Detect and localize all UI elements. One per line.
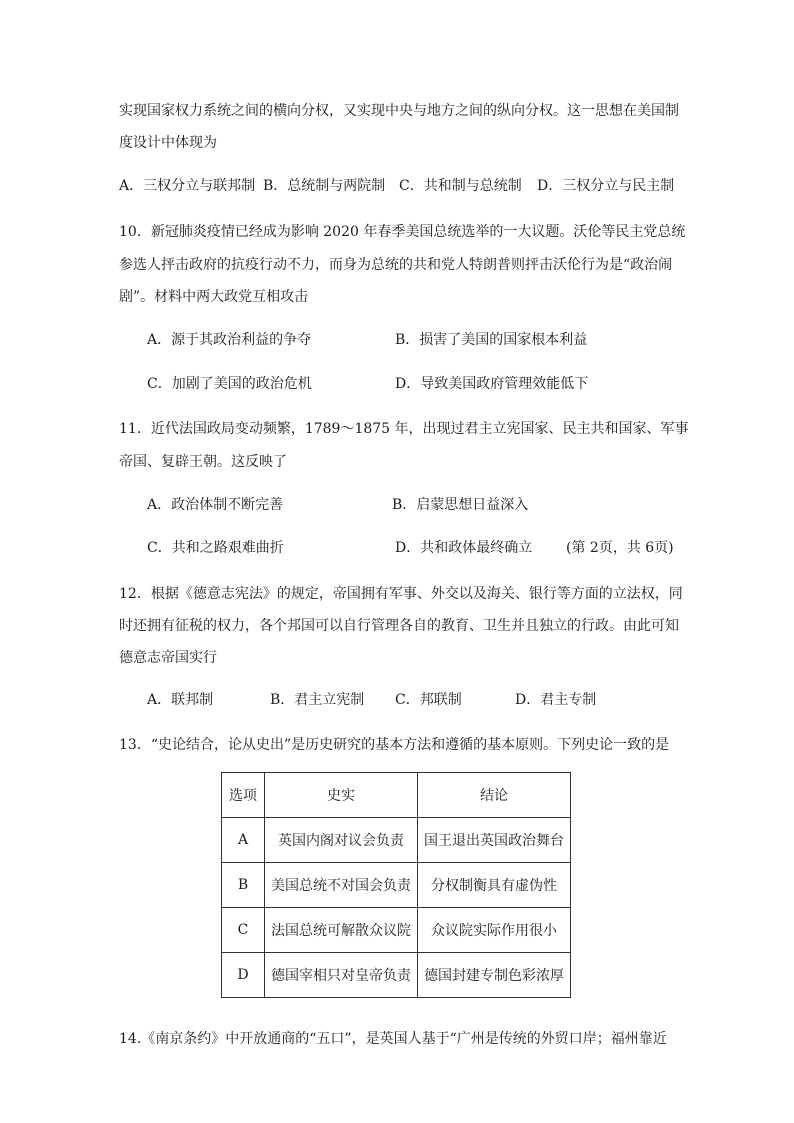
q9-option-c: C．共和制与总统制: [399, 178, 522, 194]
history-table: [221, 772, 571, 998]
table-row: [222, 908, 571, 953]
table-cell-option: D: [222, 953, 265, 998]
q11-stem-line2: 帝国、复辟王朝。这反映了: [119, 454, 287, 470]
table-header-option: 选项: [222, 773, 265, 818]
table-cell-fact: 美国总统不对国会负责: [265, 863, 418, 908]
q12-option-d: D．君主专制: [515, 692, 597, 708]
q9-option-b: B．总统制与两院制: [263, 178, 386, 194]
q14-stem-line1: 14.《南京条约》中开放通商的“五口”，是英国人基于“广州是传统的外贸口岸；福州靠近: [119, 1031, 667, 1047]
q10-option-d: D．导致美国政府管理效能低下: [395, 376, 589, 392]
q10-option-c: C．加剧了美国的政治危机: [147, 376, 312, 392]
q10-option-a: A．源于其政治利益的争夺: [147, 332, 312, 348]
q12-option-b: B．君主立宪制: [270, 692, 365, 708]
q9-stem-line1: 实现国家权力系统之间的横向分权，又实现中央与地方之间的纵向分权。这一思想在美国制: [119, 103, 679, 119]
table-cell-conclusion: 国王退出英国政治舞台: [418, 818, 571, 863]
q11-option-c: C．共和之路艰难曲折: [147, 540, 284, 556]
q13-stem: 13．“史论结合，论从史出”是历史研究的基本方法和遵循的基本原则。下列史论一致的是: [119, 737, 670, 753]
q11-stem-line1: 11．近代法国政局变动频繁，1789～1875 年，出现过君主立宪国家、民主共和国家、军事: [119, 421, 689, 437]
q11-option-a: A．政治体制不断完善: [147, 497, 284, 513]
table-header-fact: 史实: [265, 773, 418, 818]
table-cell-fact: 英国内阁对议会负责: [265, 818, 418, 863]
table-row: [222, 953, 571, 998]
q11-option-b: B．启蒙思想日益深入: [392, 497, 529, 513]
table-header-conclusion: 结论: [418, 773, 571, 818]
q12-option-c: C．邦联制: [395, 692, 462, 708]
q10-option-b: B．损害了美国的国家根本利益: [395, 332, 588, 348]
table-cell-option: B: [222, 863, 265, 908]
table-cell-conclusion: 众议院实际作用很小: [418, 908, 571, 953]
table-header-row: [222, 773, 571, 818]
q12-option-a: A．联邦制: [147, 692, 214, 708]
q12-stem-line1: 12．根据《德意志宪法》的规定，帝国拥有军事、外交以及海关、银行等方面的立法权，同: [119, 586, 683, 602]
q9-option-a: A．三权分立与联邦制: [119, 178, 256, 194]
q12-stem-line3: 德意志帝国实行: [119, 650, 217, 666]
table-cell-conclusion: 德国封建专制色彩浓厚: [418, 953, 571, 998]
page-number-note: (第 2页，共 6页): [566, 540, 674, 556]
q12-stem-line2: 时还拥有征税的权力，各个邦国可以自行管理各自的教育、卫生并且独立的行政。由此可知: [119, 618, 679, 634]
table-cell-fact: 法国总统可解散众议院: [265, 908, 418, 953]
table-row: [222, 863, 571, 908]
table-cell-option: C: [222, 908, 265, 953]
q10-stem-line2: 参选人抨击政府的抗疫行动不力，而身为总统的共和党人特朗普则抨击沃伦行为是“政治闹: [119, 257, 673, 273]
q9-stem-line2: 度设计中体现为: [119, 135, 217, 151]
table-cell-fact: 德国宰相只对皇帝负责: [265, 953, 418, 998]
q10-stem-line3: 剧”。材料中两大政党互相攻击: [119, 289, 309, 305]
q11-option-d: D．共和政体最终确立: [395, 540, 533, 556]
table-cell-conclusion: 分权制衡具有虚伪性: [418, 863, 571, 908]
table-cell-option: A: [222, 818, 265, 863]
table-row: [222, 818, 571, 863]
q9-option-d: D．三权分立与民主制: [537, 178, 675, 194]
q10-stem-line1: 10．新冠肺炎疫情已经成为影响 2020 年春季美国总统选举的一大议题。沃伦等民主党总统: [119, 224, 686, 240]
